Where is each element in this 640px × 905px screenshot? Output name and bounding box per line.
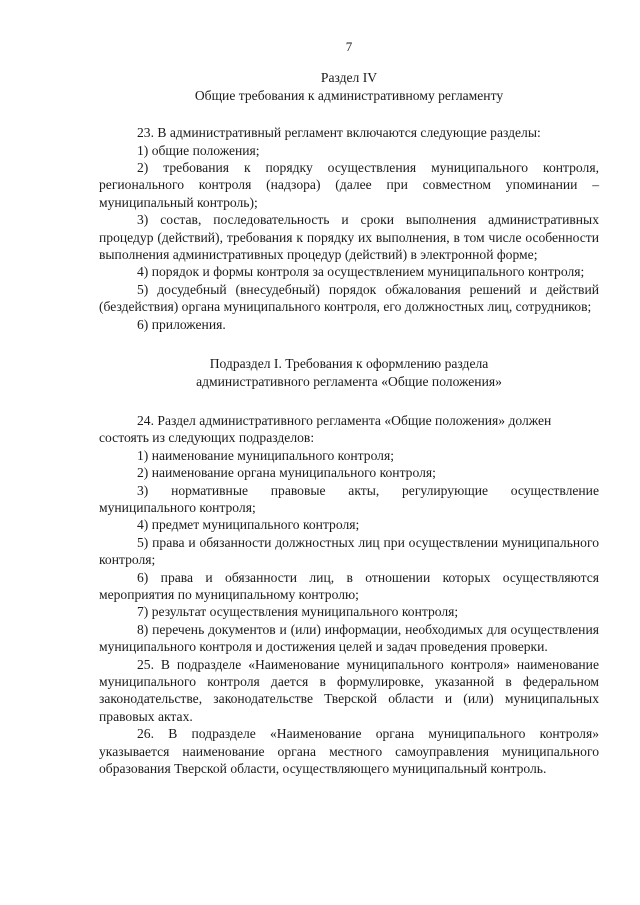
subsection-title-line-2: административного регламента «Общие положения» (196, 373, 502, 389)
list-item: 5) права и обязанности должностных лиц при осуществлении муниципального контроля; (99, 534, 599, 568)
list-item: 6) права и обязанности лиц, в отношении которых осуществляются мероприятия по муниципальному контролю; (99, 569, 599, 602)
list-item: 3) состав, последовательность и сроки выполнения административных процедур (действий), требования к порядку их выполнения, в том числе особенности выполнения административных процедур (действий) в электронной форме; (99, 212, 599, 263)
list-item: 2) наименование органа муниципального контроля; (137, 465, 436, 481)
page-number: 7 (345, 39, 353, 54)
list-item: 7) результат осуществления муниципального контроля; (137, 604, 459, 620)
subsection-body (99, 412, 599, 778)
list-item: 1) наименование муниципального контроля; (137, 447, 394, 463)
paragraph-24-continued: состоять из следующих подразделов: (99, 430, 315, 446)
paragraph-25: 25. В подразделе «Наименование муниципального контроля» наименование муниципального контроля дается в формулировке, указанной в федеральном законодательстве, законодательстве Тверской области и (или) муниципальных правовых актах. (99, 656, 599, 724)
section-title: Раздел IV (320, 70, 378, 86)
list-item: 1) общие положения; (137, 142, 260, 158)
list-item: 2) требования к порядку осуществления муниципального контроля, регионального контроля (надзора) (далее при совместном упоминании – муниципальный контроль); (99, 160, 599, 210)
paragraph-24: 24. Раздел административного регламента «Общие положения» должен (137, 412, 552, 428)
paragraph-26: 26. В подразделе «Наименование органа муниципального контроля» указывается наименование органа местного самоуправления муниципального образования Тверской области, осуществляющего муниципальный контроль. (99, 726, 599, 777)
document-page (99, 38, 599, 777)
paragraph-23: 23. В административный регламент включаются следующие разделы: (137, 125, 541, 141)
list-item: 5) досудебный (внесудебный) порядок обжалования решений и действий (бездействия) органа муниципального контроля, его должностных лиц, сотрудников; (99, 281, 599, 315)
section-subtitle: Общие требования к административному регламенту (194, 87, 504, 103)
list-item: 8) перечень документов и (или) информации, необходимых для осуществления муниципального контроля и достижения целей и задач проведения проверки. (99, 621, 599, 655)
list-item: 4) порядок и формы контроля за осуществлением муниципального контроля; (137, 264, 585, 280)
section-body (99, 124, 599, 333)
list-item: 6) приложения. (137, 316, 226, 332)
subsection-title-line-1: Подраздел I. Требования к оформлению раздела (209, 356, 489, 372)
list-item: 4) предмет муниципального контроля; (137, 517, 360, 533)
list-item: 3) нормативные правовые акты, регулирующие осуществление муниципального контроля; (99, 482, 599, 515)
